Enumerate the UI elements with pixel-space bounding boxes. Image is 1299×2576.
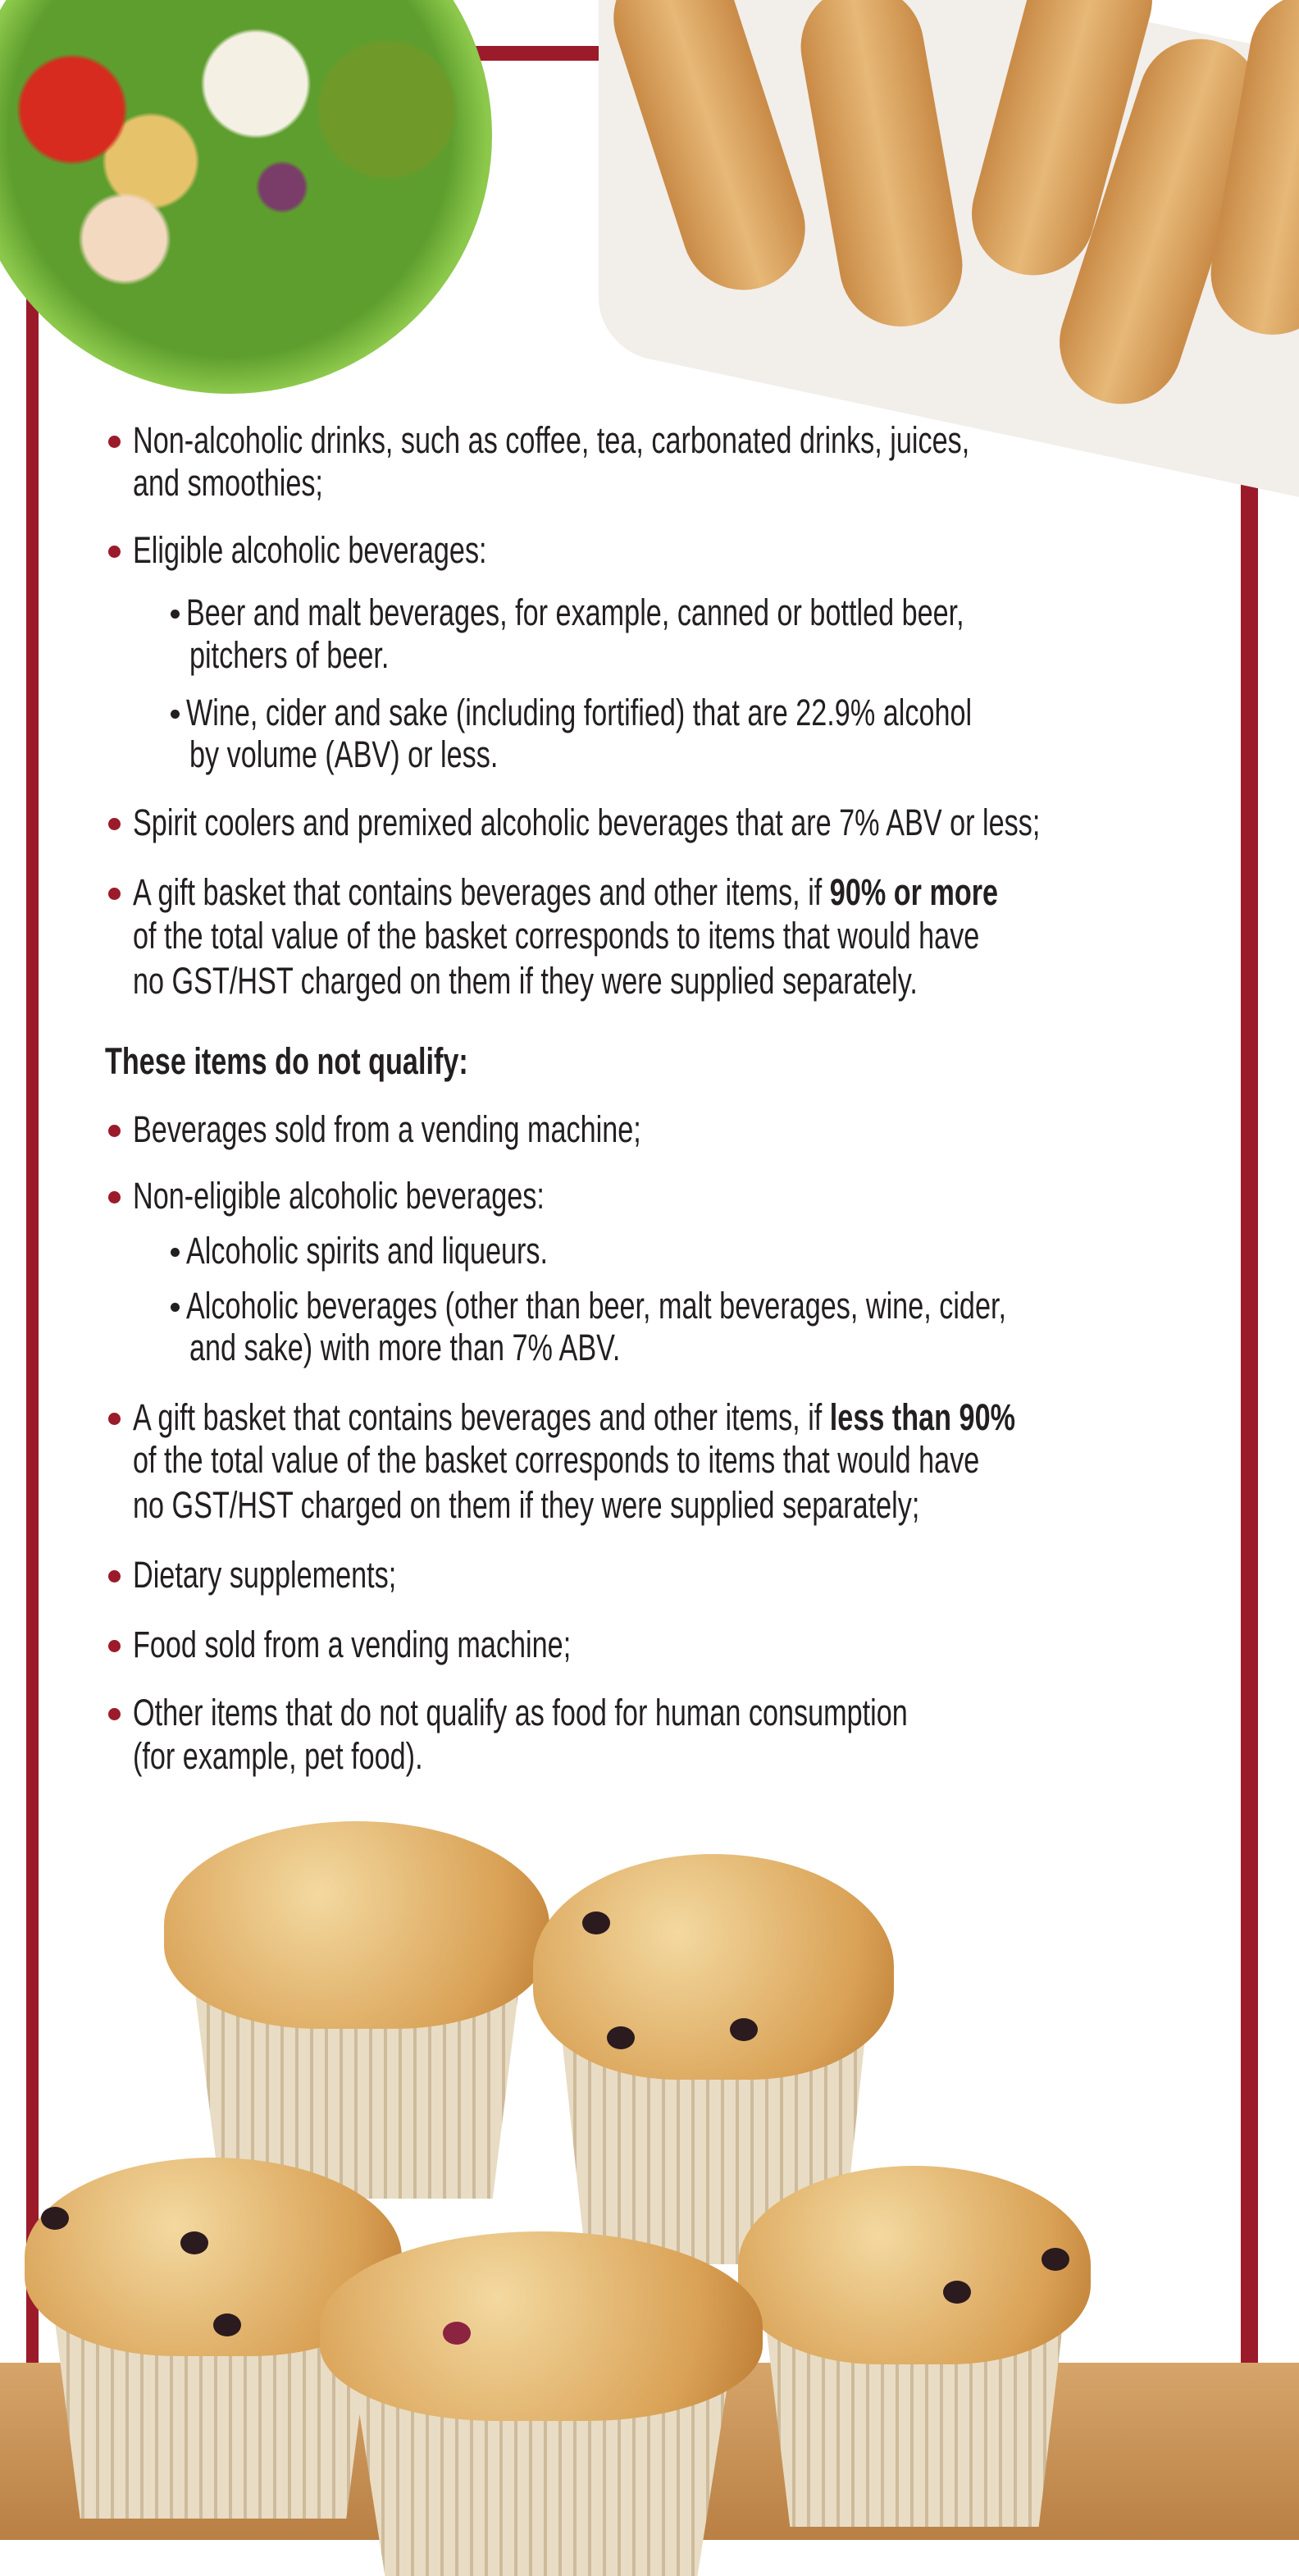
list-item-line <box>133 1551 396 1600</box>
line-text: A gift basket that contains beverages and other items, if <box>133 1396 830 1438</box>
list-item-line <box>133 868 998 917</box>
line-text: Other items that do not qualify as food for human consumption <box>133 1692 908 1733</box>
list-item-line <box>133 526 487 575</box>
list-item-line <box>189 1323 620 1372</box>
line-text: of the total value of the basket corresponds to items that would have <box>133 1439 980 1481</box>
line-text: Non-alcoholic drinks, such as coffee, tea, carbonated drinks, juices, <box>133 419 970 461</box>
muffin-image <box>320 2231 763 2576</box>
bullet-icon <box>171 710 180 719</box>
salad-bowl-image <box>0 0 492 394</box>
list-item-line <box>186 1226 548 1276</box>
list-item-line <box>189 631 389 680</box>
list-item-line <box>133 798 1040 847</box>
bold-text: 90% or more <box>829 871 999 913</box>
bullet-icon <box>108 1413 121 1425</box>
list-item-line <box>133 1688 908 1738</box>
line-text: Beer and malt beverages, for example, canned or bottled beer, <box>186 591 964 633</box>
list-item-line <box>189 730 498 779</box>
line-text: Alcoholic spirits and liqueurs. <box>186 1230 549 1272</box>
line-text: no GST/HST charged on them if they were supplied separately. <box>133 960 918 1002</box>
list-item-line <box>133 1105 641 1154</box>
line-text: Spirit coolers and premixed alcoholic beverages that are 7% ABV or less; <box>133 802 1041 843</box>
line-text: A gift basket that contains beverages and other items, if <box>133 871 830 913</box>
list-item-line <box>133 1393 1015 1442</box>
line-text: Non-eligible alcoholic beverages: <box>133 1175 545 1217</box>
muffin-image <box>164 1821 549 2199</box>
line-text: no GST/HST charged on them if they were supplied separately; <box>133 1484 920 1526</box>
bold-text: less than 90% <box>829 1396 1016 1438</box>
line-text: (for example, pet food). <box>133 1735 423 1777</box>
line-text: and smoothies; <box>133 462 323 504</box>
bullet-icon <box>108 1191 121 1204</box>
list-item-line <box>133 911 979 961</box>
section-heading <box>105 1037 468 1086</box>
bullet-icon <box>108 546 121 558</box>
bullet-icon <box>108 818 121 830</box>
bullet-icon <box>108 1708 121 1720</box>
bullet-icon <box>171 1303 180 1312</box>
line-text: Alcoholic beverages (other than beer, malt beverages, wine, cider, <box>186 1285 1006 1327</box>
bold-text: These items do not qualify: <box>105 1040 468 1082</box>
muffin-image <box>738 2166 1091 2527</box>
line-text: and sake) with more than 7% ABV. <box>189 1327 621 1368</box>
bullet-icon <box>108 1125 121 1137</box>
list-item-line <box>133 1481 919 1530</box>
red-frame-left <box>26 49 39 2404</box>
list-item-line <box>133 416 969 465</box>
line-text: Dietary supplements; <box>133 1554 397 1596</box>
line-text: Beverages sold from a vending machine; <box>133 1108 641 1150</box>
list-item-line <box>133 957 918 1006</box>
line-text: by volume (ABV) or less. <box>189 733 499 775</box>
list-item-line <box>133 459 323 508</box>
line-text: Wine, cider and sake (including fortified) that are 22.9% alcohol <box>186 692 973 733</box>
list-item-line <box>186 588 964 637</box>
list-item-line <box>133 1620 571 1669</box>
bullet-icon <box>108 436 121 448</box>
list-item-line <box>133 1172 545 1221</box>
line-text: Eligible alcoholic beverages: <box>133 529 487 571</box>
bullet-icon <box>108 1640 121 1652</box>
list-item-line <box>133 1732 423 1781</box>
list-item-line <box>133 1436 979 1485</box>
line-text: pitchers of beer. <box>189 634 390 676</box>
bullet-icon <box>108 888 121 900</box>
bullet-icon <box>171 610 180 619</box>
bullet-icon <box>171 1248 180 1257</box>
line-text: Food sold from a vending machine; <box>133 1624 572 1665</box>
line-text: of the total value of the basket corresponds to items that would have <box>133 915 980 957</box>
bullet-icon <box>108 1570 121 1583</box>
